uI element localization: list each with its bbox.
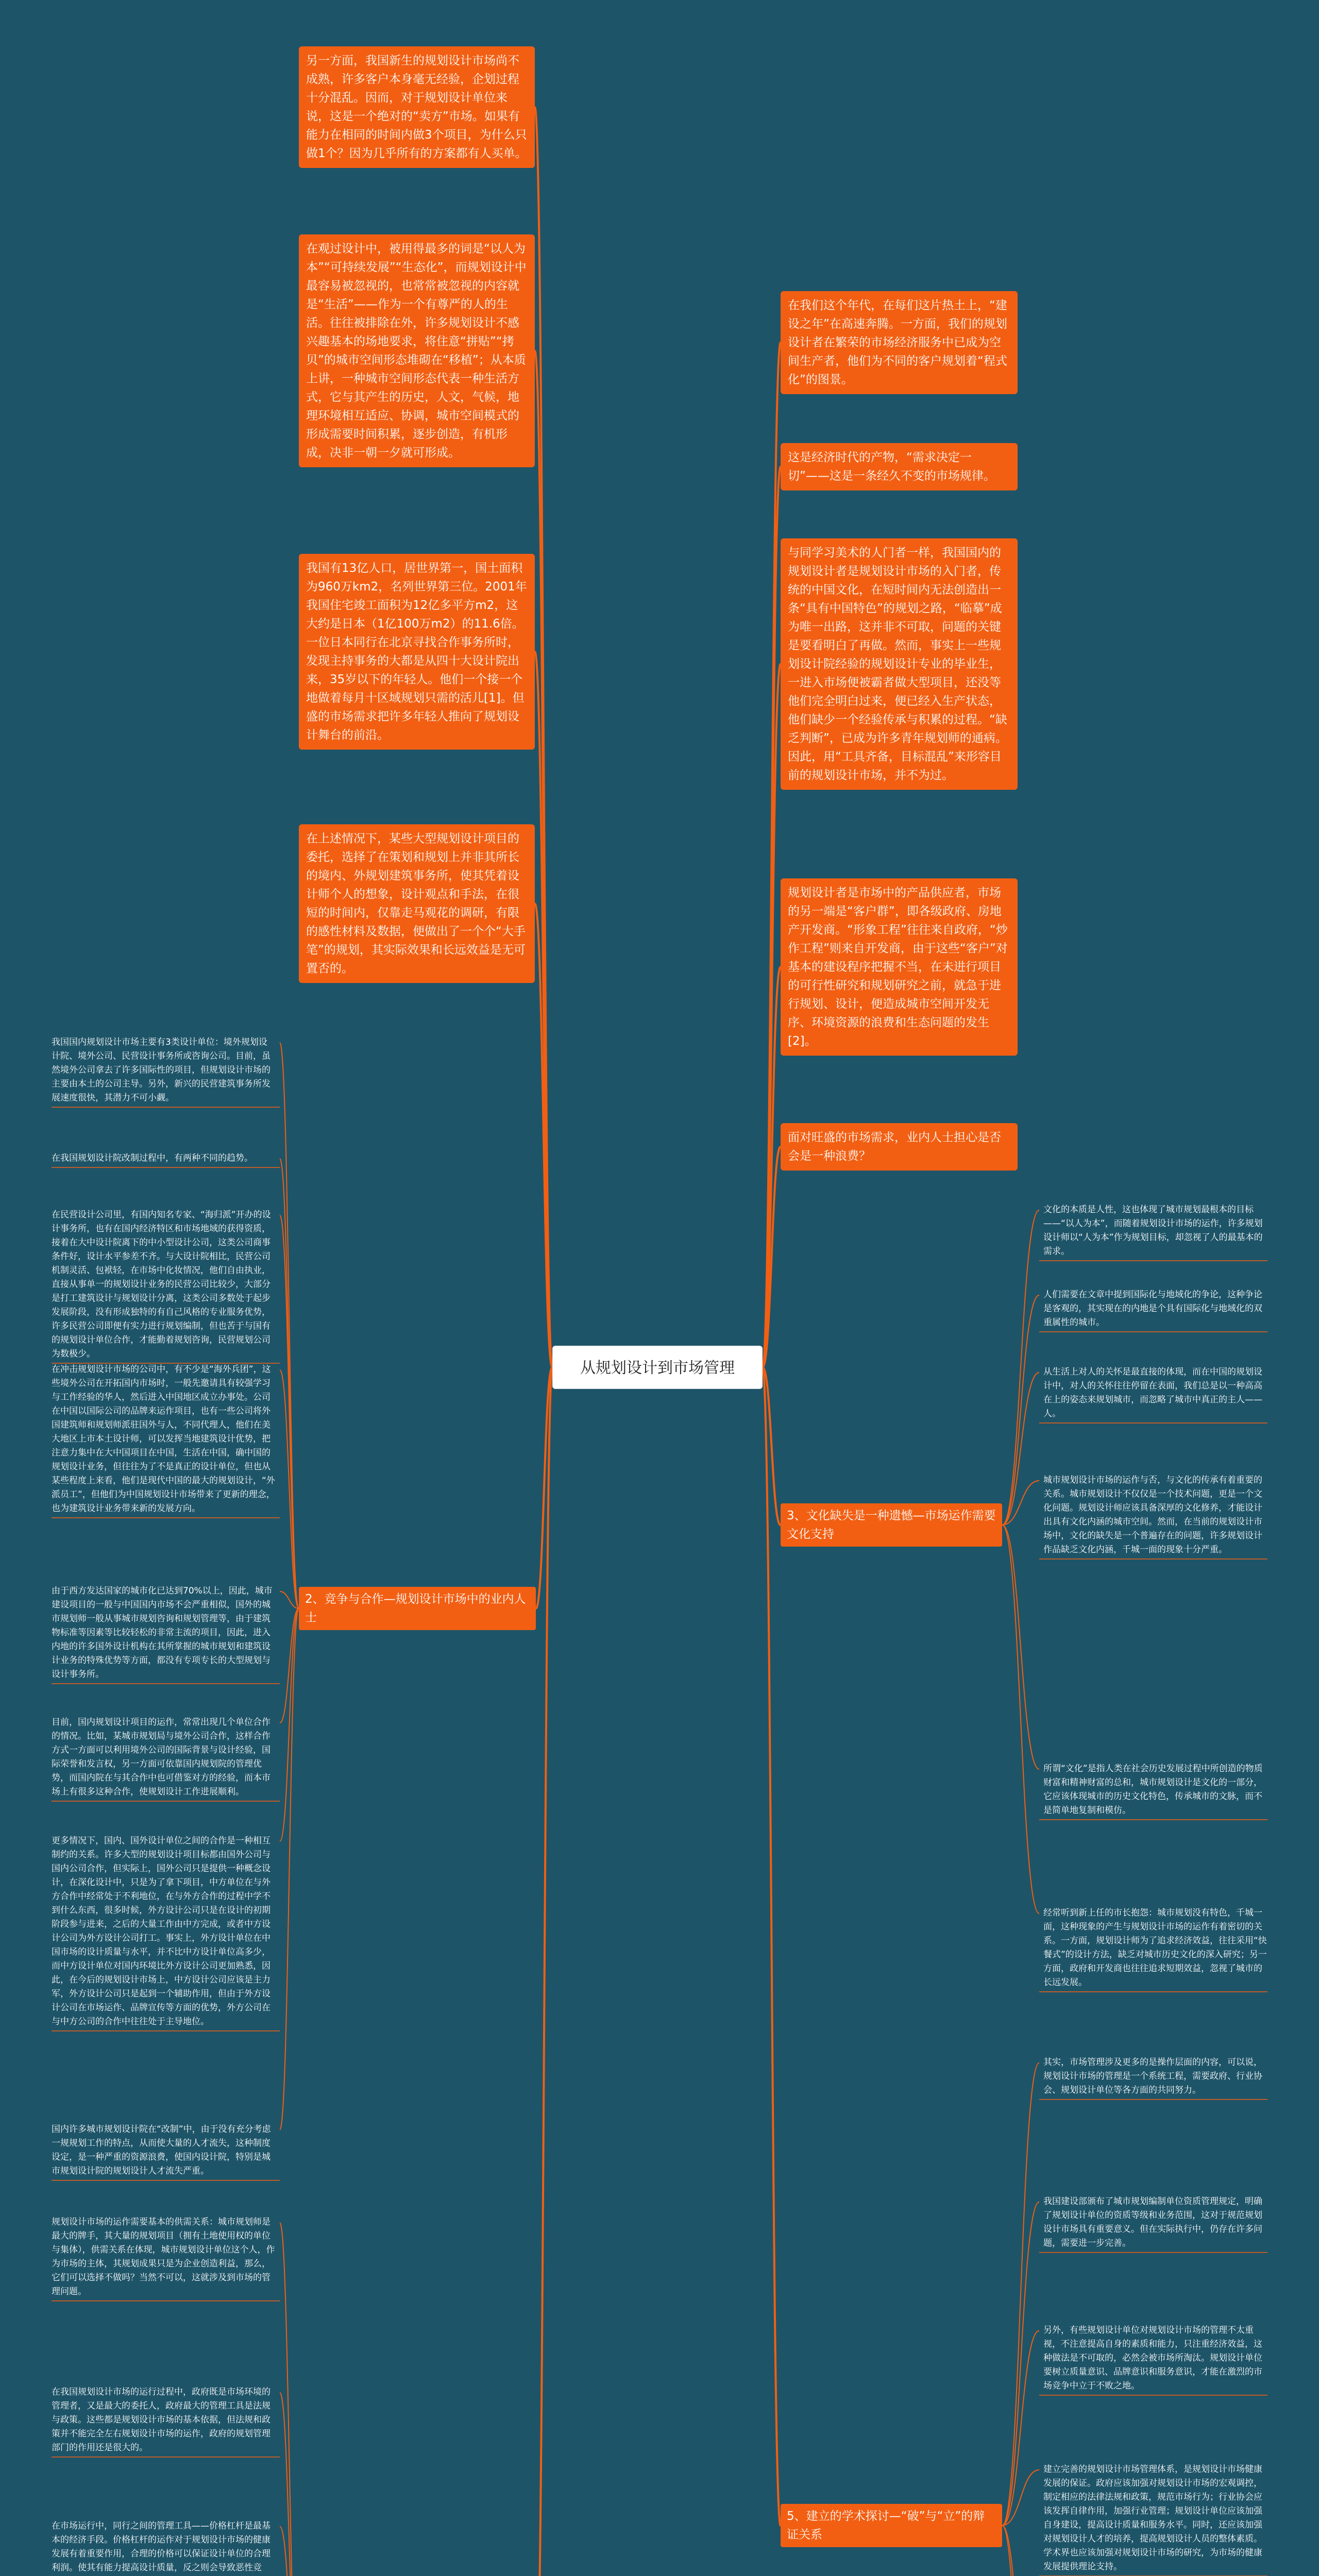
topic-box[interactable]: 我国有13亿人口，居世界第一，国土面积为960万km2，名列世界第三位。2001年我国住宅竣工面积为12亿多平方m2，这大约是日本（1亿100万m2）的11.6倍。一位日本同行在北京寻找合作事务所时，发现主持事务的大都是从四十大设计院出来，35岁以下的年轻人。他们一个接一个地做着每月十区域规划只需的活儿[1]。但盛的市场需求把许多年轻人推向了规划设计舞台的前沿。 <box>299 554 535 750</box>
leaf-text: 由于西方发达国家的城市化已达到70%以上，因此，城市建设项目的一般与中国国内市场不会严重相似，国外的城市规划师一般从事城市规划咨询和规划管理等，由于建筑物标准等因素等比较轻松的非常主流的项目，因此，进入内地的许多国外设计机构在其所掌握的城市规划和建筑设计业务的特殊优势等方面，都没有专项专长的大型规划与设计事务所。 <box>52 1586 273 1680</box>
topic-box[interactable]: 另一方面，我国新生的规划设计市场尚不成熟，许多客户本身毫无经验，企划过程十分混乱。因而，对于规划设计单位来说，这是一个绝对的“卖方”市场。如果有能力在相同的时间内做3个项目，为什么只做1个？因为几乎所有的方案都有人买单。 <box>299 46 535 168</box>
connector-line <box>1002 2202 1039 2526</box>
leaf-text: 文化的本质是人性，这也体现了城市规划最根本的目标——“以人为本”，而随着规划设计市场的运作，许多规划设计师以“人为本”作为规划目标，却忽视了人的最基本的需求。 <box>1043 1205 1263 1257</box>
connector-line <box>1002 2063 1039 2526</box>
connector-line <box>1002 1210 1039 1525</box>
topic-box[interactable]: 面对旺盛的市场需求，业内人士担心是否会是一种浪费？ <box>781 1123 1018 1171</box>
leaf-text: 经常听到新上任的市长抱怨：城市规划没有特色，千城一面，这种现象的产生与规划设计市场的运作有着密切的关系。一方面，规划设计师为了追求经济效益，往往采用“快餐式”的设计方法，缺乏对城市历史文化的深入研究；另一方面，政府和开发商也往往追求短期效益，忽视了城市的长远发展。 <box>1043 1908 1267 1988</box>
leaf-text: 另外，有些规划设计单位对规划设计市场的管理不太重视，不注意提高自身的素质和能力，只注重经济效益，这种做法是不可取的，必然会被市场所淘汰。规划设计单位要树立质量意识、品牌意识和服务意识，才能在激烈的市场竞争中立于不败之地。 <box>1043 2325 1262 2391</box>
connector-line <box>1002 2470 1039 2526</box>
leaf-text: 我国国内规划设计市场主要有3类设计单位：境外规划设计院、境外公司、民营设计事务所或咨询公司。目前，虽然境外公司拿去了许多国际性的项目，但规划设计市场的主要由本土的公司主导。另外，新兴的民营建筑事务所发展速度很快，其潜力不可小觑。 <box>52 1037 270 1103</box>
leaf-text: 目前，国内规划设计项目的运作，常常出现几个单位合作的情况。比如，某城市规划局与境外公司合作，这样合作方式一方面可以利用境外公司的国际背景与设计经验，国际荣誉和发言权，另一方面可依靠国内规划院的管理优势，而国内院在与其合作中也可借鉴对方的经验，而本市场上有很多这种合作，使规划设计工作进展顺利。 <box>52 1717 270 1797</box>
leaf-text: 城市规划设计市场的运作与否，与文化的传承有着重要的关系。城市规划设计不仅仅是一个技术问题，更是一个文化问题。规划设计师应该具备深厚的文化修养，才能设计出具有文化内涵的城市空间。然而，在当前的规划设计市场中，文化的缺失是一个普遍存在的问题，许多规划设计作品缺乏文化内涵，千城一面的现象十分严重。 <box>1043 1475 1262 1555</box>
leaf-text: 所谓“文化”是指人类在社会历史发展过程中所创造的物质财富和精神财富的总和，城市规划设计是文化的一部分，它应该体现城市的历史文化特色，传承城市的文脉，而不是简单地复制和模仿。 <box>1043 1764 1263 1816</box>
connector-line <box>763 1367 781 2526</box>
topic-box[interactable]: 这是经济时代的产物，“需求决定一切”——这是一条经久不变的市场规律。 <box>781 443 1018 490</box>
leaf-text: 更多情况下，国内、国外设计单位之间的合作是一种相互制约的关系。许多大型的规划设计项目标都由国外公司与国内公司合作，但实际上，国外公司只是提供一种概念设计，在深化设计中，只是为了拿下项目，中方单位在与外方合作中经常处于不利地位，在与外方合作的过程中学不到什么东西，很多时候，外方设计公司只是在设计的初期阶段参与进来，之后的大量工作由中方完成，或者中方设计公司为外方设计公司打工。事实上，外方设计单位在中国市场的设计质量与水平，并不比中方设计单位高多少，而中方设计单位对国内环境比外方设计公司更加熟悉，因此，在今后的规划设计市场上，中方设计公司应该是主力军，外方设计公司只是起到一个辅助作用，但由于外方设计公司在市场运作、品牌宣传等方面的优势，外方公司在与中方公司的合作中往往处于主导地位。 <box>52 1836 270 2027</box>
connector-line <box>536 1367 552 2576</box>
leaf-text: 人们需要在文章中提到国际化与地域化的争论，这种争论是客观的，其实现在的内地是个具有国际化与地域化的双重属性的城市。 <box>1043 1290 1262 1328</box>
branch-2[interactable]: 2、竞争与合作—规划设计市场中的业内人士 <box>299 1587 536 1630</box>
topic-box[interactable]: 与同学习美术的人门者一样，我国国内的规划设计者是规划设计市场的入门者，传统的中国文化，在短时间内无法创造出一条“具有中国特色”的规划之路，“临摹”成为唯一出路，这并非不可取，问题的关键是要看明白了再做。然而，事实上一些规划设计院经验的规划设计专业的毕业生，一进入市场便被霸者做大型项目，还没等他们完全明白过来，便已经入生产状态，他们缺少一个经验传承与积累的过程。“缺乏判断”，已成为许多青年规划师的通病。因此，用“工具齐备，目标混乱”来形容目前的规划设计市场，并不为过。 <box>781 538 1018 790</box>
topic-box[interactable]: 在上述情况下，某些大型规划设计项目的委托，选择了在策划和规划上并非其所长的境内、外规划建筑事务所，使其凭着设计师个人的想象，设计观点和手法，在很短的时间内，仅靠走马观花的调研，有限的感性材料及数据，便做出了一个个“大手笔”的规划，其实际效果和长远效益是无可置否的。 <box>299 824 535 983</box>
leaf-text: 建立完善的规划设计市场管理体系，是规划设计市场健康发展的保证。政府应该加强对规划设计市场的宏观调控，制定相应的法律法规和政策，规范市场行为；行业协会应该发挥自律作用，加强行业管理；规划设计单位应该加强自身建设，提高设计质量和服务水平。同时，还应该加强对规划设计人才的培养，提高规划设计人员的整体素质。学术界也应该加强对规划设计市场的研究，为市场的健康发展提供理论支持。 <box>1043 2464 1262 2572</box>
leaf-text: 在冲击规划设计市场的公司中，有不少是“海外兵团”，这些境外公司在开拓国内市场时，一般先邀请具有较强学习与工作经验的华人，然后进入中国地区成立办事处。公司在中国以国际公司的品牌来运作项目，也有一些公司将外国建筑师和规划师派驻国外与人，不同代理人，他们在美大地区上市本土设计师，可以发挥当地建筑设计优势，把注意力集中在大中国项目在中国，生活在中国，确中国的规划设计业务，但往往为了不是真正的设计单位，但也从某些程度上来看，他们是现代中国的最大的规划设计，“外派员工”，但他们为中国规划设计市场带来了更新的理念，也为建筑设计业务带来新的发展方向。 <box>52 1364 275 1514</box>
leaf-text: 国内许多城市规划设计院在“改制”中，由于没有充分考虑一规规划工作的特点，从而使大量的人才流失，这种制度设定，是一种严重的资源浪费，使国内设计院，特别是城市规划设计院的规划设计人才流失严重。 <box>52 2124 271 2176</box>
root-topic[interactable]: 从规划设计到市场管理 <box>552 1346 763 1389</box>
connector-line <box>1002 1525 1039 1769</box>
branch-3[interactable]: 3、文化缺失是一种遗憾—市场运作需要文化支持 <box>781 1503 1002 1547</box>
branch-5[interactable]: 5、建立的学术探讨—“破”与“立”的辩证关系 <box>781 2504 1002 2547</box>
connector-line <box>280 1608 299 1841</box>
connector-line <box>1002 2526 1039 2576</box>
connector-line <box>535 351 552 1367</box>
connector-line <box>1002 1295 1039 1525</box>
leaf-text: 规划设计市场的运作需要基本的供需关系：城市规划师是最大的牌手，其大量的规划项目（拥有土地使用权的单位与集体），供需关系在体现，城市规划设计单位这个人，作为市场的主体，其规划成果只是为企业创造利益，那么，它们可以选择不做吗？当然不可以，这就涉及到市场的管理问题。 <box>52 2217 275 2297</box>
topic-box[interactable]: 在我们这个年代，在每们这片热土上，“建设之年”在高速奔腾。一方面，我们的规划设计者在繁荣的市场经济服务中已成为空间生产者，他们为不同的客户规划着“程式化”的图景。 <box>781 291 1018 394</box>
connector-line <box>1002 1525 1039 1913</box>
leaf-text: 从生活上对人的关怀是最直接的体现，而在中国的规划设计中，对人的关怀往往停留在表面，我们总是以一种高高在上的姿态来规划城市，而忽略了城市中真正的主人——人。 <box>1043 1367 1262 1419</box>
connector-line <box>280 1043 299 1608</box>
connector-line <box>280 2223 299 2576</box>
connector-line <box>763 467 781 1367</box>
leaf-text: 我国建设部颁布了城市规划编制单位资质管理规定，明确了规划设计单位的资质等级和业务范围，这对于规范规划设计市场具有重要意义。但在实际执行中，仍存在许多问题，需要进一步完善。 <box>1043 2196 1262 2248</box>
connector-line <box>280 1215 299 1608</box>
connector-line <box>1002 2526 1039 2576</box>
leaf-text: 其实，市场管理涉及更多的是操作层面的内容，可以说，规划设计市场的管理是一个系统工程，需要政府、行业协会、规划设计单位等各方面的共同努力。 <box>1043 2057 1262 2095</box>
leaf-text: 在我国规划设计院改制过程中，有两种不同的趋势。 <box>52 1153 253 1163</box>
connector-line <box>280 1608 299 2130</box>
topic-box[interactable]: 规划设计者是市场中的产品供应者，市场的另一端是“客户群”，即各级政府、房地产开发商。“形象工程”往往来自政府，“炒作工程”则来自开发商，由于这些“客户”对基本的建设程序把握不当，在未进行项目的可行性研究和规划研究之前，就急于进行规划、设计，便造成城市空间开发无序、环境资源的浪费和生态问题的发生[2]。 <box>781 878 1018 1056</box>
leaf-text: 在市场运行中，同行之间的管理工具——价格杠杆是最基本的经济手段。价格杠杆的运作对于规划设计市场的健康发展有着重要作用，合理的价格可以保证设计单位的合理利润。使其有能力提高设计质量，反之则会导致恶性竞 <box>52 2521 270 2573</box>
leaf-text: 在民营设计公司里，有国内知名专家、“海归派”开办的设计事务所，也有在国内经济特区和市场地域的获得资质，接着在大中设计院离下的中小型设计公司，这类公司商事条件好，设计水平参差不齐。与大设计院相比，民营公司机制灵活、包袱轻，在市场中化妆情况，他们自由执业，直接从事单一的规划设计业务的民营公司比较少，大部分是打工建筑设计与规划设计分离，这类公司多数处于起步发展阶段，没有形成独特的有自己风格的专业服务优势，许多民营公司即便有实力进行规划编制，但也苦于与国有的规划设计单位合作，才能勤着规划咨询，民营规划公司为数极少。 <box>52 1210 271 1359</box>
topic-box[interactable]: 在观过设计中，被用得最多的词是“以人为本”“可持续发展”“生态化”，而规划设计中最容易被忽视的，也常常被忽视的内容就是“生活”——作为一个有尊严的人的生活。往往被排除在外，许多规划设计不感兴趣基本的场地要求，将住意“拼贴”“拷贝”的城市空间形态堆砌在“移植”；从本质上讲，一种城市空间形态代表一种生活方式，它与其产生的历史，人文，气候，地理环境相互适应、协调，城市空间模式的形成需要时间积累，逐步创造，有机形成，决非一朝一夕就可形成。 <box>299 234 535 467</box>
leaf-text: 在我国规划设计市场的运行过程中，政府既是市场环境的管理者，又是最大的委托人，政府最大的管理工具是法规与政策。这些都是规划设计市场的基本依据，但法规和政策并不能完全左右规划设计市场的运作，政府的规划管理部门的作用还是很大的。 <box>52 2387 270 2453</box>
connector-line <box>1002 1481 1039 1525</box>
